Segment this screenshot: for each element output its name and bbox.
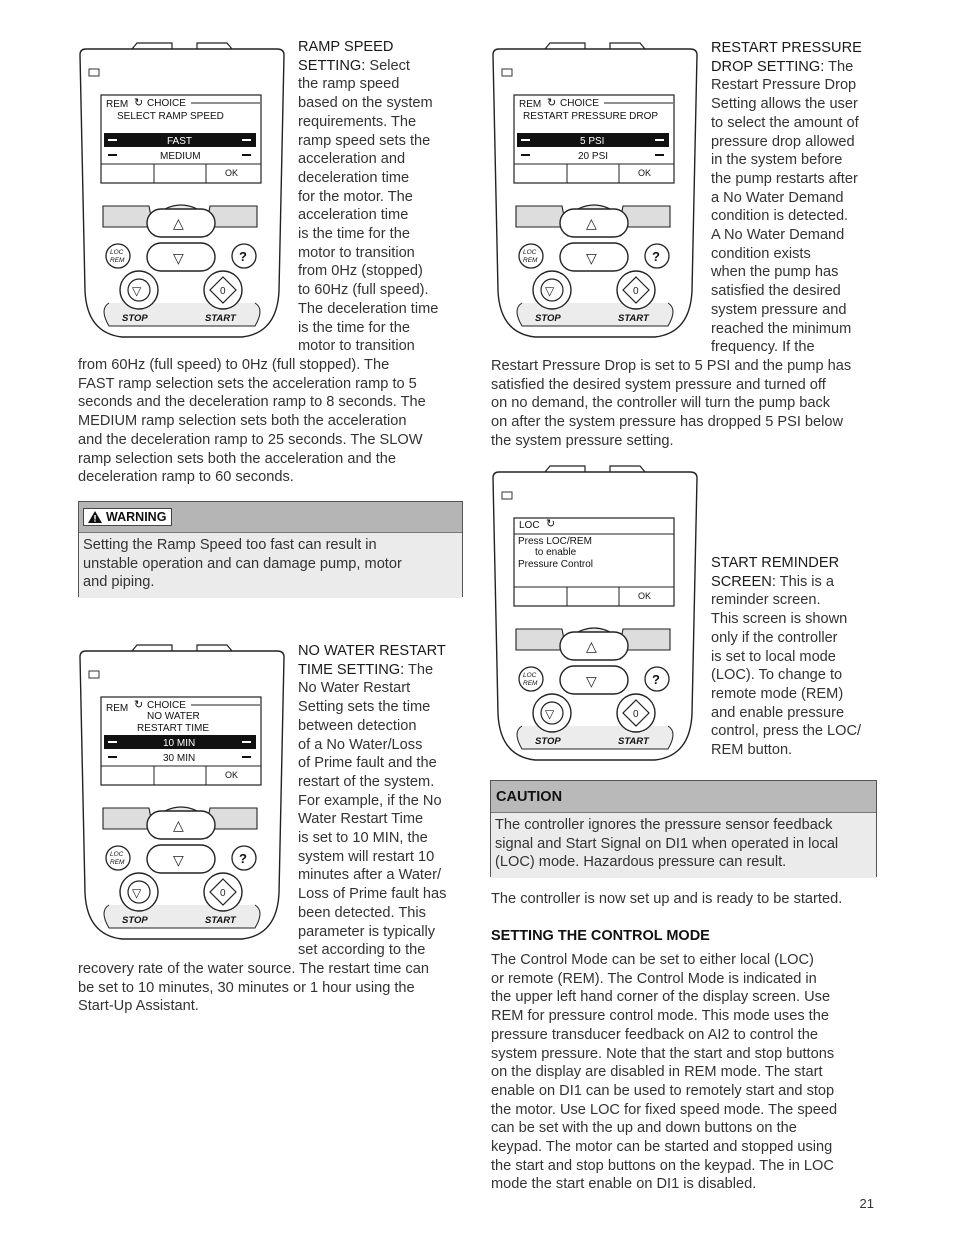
- text-line: requirements. The: [298, 113, 417, 130]
- text-line: of a No Water/Loss: [298, 736, 423, 753]
- up-arrow-icon: △: [586, 215, 597, 231]
- text-line: to 60Hz (full speed).: [298, 282, 429, 299]
- option-other: 20 PSI: [578, 151, 609, 162]
- text-line: (LOC) mode. Hazardous pressure can result.: [495, 854, 787, 871]
- refresh-icon: ↻: [546, 518, 556, 530]
- loc-rem-button[interactable]: [519, 244, 543, 268]
- text-line: from 0Hz (stopped): [298, 263, 423, 280]
- text-line: system pressure. Note that the start and stop buttons: [491, 1045, 835, 1062]
- text-line: the ramp speed: [298, 76, 400, 93]
- warning-box: [78, 501, 463, 597]
- text-line: This screen is shown: [711, 611, 848, 628]
- nowater-heading-1: NO WATER RESTART: [298, 643, 446, 659]
- ramp-speed-narrow-text: [298, 38, 468, 356]
- text-line: No Water Restart: [298, 680, 411, 697]
- screen-mode: REM: [519, 99, 542, 110]
- loc-label: LOC: [523, 249, 537, 256]
- text-line: reached the minimum: [711, 320, 852, 337]
- loc-rem-button[interactable]: [519, 667, 543, 691]
- caution-box: [490, 780, 877, 877]
- down-arrow-icon: ▽: [586, 673, 597, 689]
- text-line: Setting allows the user: [711, 96, 858, 113]
- text-line: ramp speed sets the: [298, 132, 431, 149]
- caution-text: [491, 813, 876, 878]
- text-line: a No Water Demand: [711, 189, 844, 206]
- screen-mode: LOC: [519, 520, 540, 531]
- ramp-heading-2: SETTING:: [298, 57, 366, 74]
- text-line: REM button.: [711, 742, 793, 759]
- restart-narrow-text: [711, 39, 887, 357]
- start-icon: 0: [220, 286, 226, 297]
- text-line: motor to transition: [298, 338, 415, 355]
- text-line: reminder screen.: [711, 592, 821, 609]
- text-line: only if the controller: [711, 629, 838, 646]
- text-line: mode the start enable on DI1 is disabled.: [491, 1176, 757, 1193]
- reminder-heading-2: SCREEN:: [711, 573, 776, 590]
- text-line: Restart Pressure Drop: [711, 77, 857, 94]
- text-line: the system pressure setting.: [491, 432, 674, 449]
- text-line: the motor. Use LOC for fixed speed mode. The speed: [491, 1101, 838, 1118]
- rem-label: REM: [110, 257, 125, 264]
- control-mode-text: [491, 951, 891, 1194]
- text-line: or remote (REM). The Control Mode is indicated in: [491, 970, 817, 987]
- text-line: satisfied the desired system pressure and turned off: [491, 376, 826, 393]
- text-line: condition is detected.: [711, 208, 849, 225]
- refresh-icon: ↻: [134, 97, 144, 109]
- text-line: acceleration time: [298, 207, 409, 224]
- start-label: START: [205, 915, 236, 926]
- text-line: is the time for the: [298, 319, 410, 336]
- warning-text: [79, 533, 462, 598]
- text-line: keypad. The motor can be started and stopped using: [491, 1139, 833, 1156]
- screen-title: RESTART PRESSURE DROP: [523, 111, 659, 122]
- reminder-text: [711, 554, 887, 760]
- keypad-no-water: [77, 643, 287, 943]
- screen-title-1: NO WATER: [147, 711, 200, 722]
- rem-label: REM: [523, 680, 538, 687]
- refresh-icon: ↻: [134, 699, 144, 711]
- start-label: START: [618, 313, 649, 324]
- text-line: Water Restart Time: [298, 811, 424, 828]
- ramp-heading-1: RAMP SPEED: [298, 39, 394, 55]
- text-line: motor to transition: [298, 244, 415, 261]
- text-line: enable on DI1 can be used to remotely start and stop: [491, 1082, 835, 1099]
- nowater-heading-tail: The: [408, 661, 434, 678]
- text-line: system pressure and: [711, 301, 847, 318]
- option-selected: 5 PSI: [580, 136, 605, 147]
- text-line: FAST ramp selection sets the acceleration ramp to 5: [78, 375, 417, 392]
- option-selected: 10 MIN: [163, 738, 196, 749]
- text-line: REM for pressure control mode. This mode uses the: [491, 1008, 829, 1025]
- restart-heading-1: RESTART PRESSURE: [711, 40, 862, 56]
- text-line: in the system before: [711, 152, 843, 169]
- restart-heading-tail: The: [828, 58, 854, 75]
- down-arrow-icon: ▽: [173, 852, 184, 868]
- stop-label: STOP: [122, 313, 148, 324]
- stop-icon: ▽: [132, 886, 142, 900]
- text-line: is set to local mode: [711, 648, 836, 665]
- screen-title-2: RESTART TIME: [137, 723, 210, 734]
- text-line: MEDIUM ramp selection sets both the acceleration: [78, 413, 407, 430]
- text-line: and piping.: [83, 574, 155, 591]
- option-other: MEDIUM: [160, 151, 201, 162]
- text-line: seconds and the deceleration ramp to 8 seconds. The: [78, 394, 426, 411]
- text-line: is the time for the: [298, 226, 410, 243]
- text-line: based on the system: [298, 95, 433, 112]
- start-label: START: [618, 736, 649, 747]
- text-line: ramp selection sets both the acceleration and the: [78, 450, 397, 467]
- down-arrow-icon: ▽: [586, 250, 597, 266]
- start-label: START: [205, 313, 236, 324]
- rem-label: REM: [110, 859, 125, 866]
- text-line: set according to the: [298, 942, 426, 959]
- text-line: of Prime fault and the: [298, 755, 437, 772]
- text-line: satisfied the desired: [711, 283, 841, 300]
- text-line: For example, if the No: [298, 792, 442, 809]
- text-line: Setting sets the time: [298, 699, 431, 716]
- text-line: parameter is typically: [298, 923, 436, 940]
- screen-choice: CHOICE: [560, 98, 599, 109]
- question-icon: ?: [652, 249, 660, 264]
- text-line: on the display are disabled in REM mode. The start: [491, 1064, 823, 1081]
- text-line: pressure drop allowed: [711, 133, 855, 150]
- restart-wide-text: [491, 357, 891, 451]
- stop-label: STOP: [535, 313, 561, 324]
- up-arrow-icon: △: [173, 817, 184, 833]
- text-line: Start-Up Assistant.: [78, 998, 199, 1015]
- text-line: acceleration and: [298, 151, 406, 168]
- no-water-wide-text: [78, 960, 468, 1016]
- text-line: on after the system pressure has dropped 5 PSI below: [491, 414, 844, 431]
- text-line: can be set with the up and down buttons on the: [491, 1120, 797, 1137]
- loc-label: LOC: [110, 249, 124, 256]
- text-line: (LOC). To change to: [711, 667, 843, 684]
- keypad-start-reminder: [490, 464, 700, 764]
- screen-line-2: to enable: [535, 547, 577, 558]
- text-line: signal and Start Signal on DI1 when operated in local: [495, 835, 839, 852]
- stop-label: STOP: [535, 736, 561, 747]
- ready-line: The controller is now set up and is ready to be started.: [491, 891, 843, 907]
- stop-icon: ▽: [545, 284, 555, 298]
- text-line: unstable operation and can damage pump, motor: [83, 555, 402, 572]
- up-arrow-icon: △: [173, 215, 184, 231]
- screen-mode: REM: [106, 99, 129, 110]
- ok-label: OK: [638, 591, 652, 601]
- text-line: be set to 10 minutes, 30 minutes or 1 hour using the: [78, 979, 415, 996]
- loc-label: LOC: [110, 851, 124, 858]
- loc-rem-button[interactable]: [106, 846, 130, 870]
- loc-rem-button[interactable]: [106, 244, 130, 268]
- restart-heading-2: DROP SETTING:: [711, 58, 825, 75]
- text-line: when the pump has: [711, 264, 839, 281]
- text-line: Loss of Prime fault has: [298, 886, 447, 903]
- text-line: The deceleration time: [298, 300, 439, 317]
- text-line: Restart Pressure Drop is set to 5 PSI and the pump has: [491, 358, 852, 374]
- screen-choice: CHOICE: [147, 98, 186, 109]
- option-other: 30 MIN: [163, 753, 196, 764]
- no-water-narrow-text: [298, 642, 468, 960]
- rem-label: REM: [523, 257, 538, 264]
- text-line: The Control Mode can be set to either local (LOC): [491, 952, 814, 968]
- stop-icon: ▽: [132, 284, 142, 298]
- text-line: the start and stop buttons on the keypad. The in LOC: [491, 1157, 834, 1174]
- down-arrow-icon: ▽: [173, 250, 184, 266]
- text-line: system will restart 10: [298, 848, 435, 865]
- stop-label: STOP: [122, 915, 148, 926]
- reminder-heading-tail: This is a: [779, 573, 835, 590]
- page-number: 21: [859, 1196, 874, 1211]
- text-line: is set to 10 MIN, the: [298, 830, 428, 847]
- text-line: on no demand, the controller will turn the pump back: [491, 395, 831, 412]
- screen-line-3: Pressure Control: [518, 559, 594, 570]
- text-line: deceleration time: [298, 169, 410, 186]
- stop-icon: ▽: [545, 707, 555, 721]
- text-line: Setting the Ramp Speed too fast can result in: [83, 537, 377, 553]
- text-line: pressure transducer feedback on AI2 to control the: [491, 1026, 818, 1043]
- start-icon: 0: [220, 888, 226, 899]
- question-icon: ?: [652, 672, 660, 687]
- text-line: control, press the LOC/: [711, 723, 862, 740]
- text-line: frequency. If the: [711, 339, 815, 356]
- ramp-speed-wide-text: [78, 356, 468, 487]
- refresh-icon: ↻: [547, 97, 557, 109]
- text-line: to select the amount of: [711, 114, 859, 131]
- option-selected: FAST: [167, 136, 193, 147]
- text-line: condition exists: [711, 245, 811, 262]
- caution-label: CAUTION: [496, 788, 563, 805]
- text-line: from 60Hz (full speed) to 0Hz (full stopped). The: [78, 357, 390, 373]
- text-line: and the deceleration ramp to 25 seconds. The SLOW: [78, 431, 423, 448]
- nowater-heading-2: TIME SETTING:: [298, 661, 405, 678]
- text-line: deceleration ramp to 60 seconds.: [78, 469, 294, 486]
- start-icon: 0: [633, 286, 639, 297]
- screen-line-1: Press LOC/REM: [518, 536, 592, 547]
- ok-label: OK: [638, 168, 652, 178]
- text-line: been detected. This: [298, 904, 426, 921]
- keypad-ramp-speed: [77, 41, 287, 341]
- text-line: recovery rate of the water source. The restart time can: [78, 961, 429, 977]
- text-line: the upper left hand corner of the display screen. Use: [491, 989, 831, 1006]
- loc-label: LOC: [523, 672, 537, 679]
- warning-label: WARNING: [106, 510, 167, 524]
- keypad-restart-pressure: [490, 41, 700, 341]
- text-line: and enable pressure: [711, 704, 845, 721]
- screen-choice: CHOICE: [147, 700, 186, 711]
- text-line: Select: [369, 57, 410, 74]
- text-line: remote mode (REM): [711, 685, 844, 702]
- question-icon: ?: [239, 249, 247, 264]
- ok-label: OK: [225, 770, 239, 780]
- text-line: The controller ignores the pressure sensor feedback: [495, 817, 833, 833]
- screen-title: SELECT RAMP SPEED: [117, 111, 224, 122]
- question-icon: ?: [239, 851, 247, 866]
- text-line: between detection: [298, 717, 417, 734]
- text-line: restart of the system.: [298, 773, 435, 790]
- control-mode-title: SETTING THE CONTROL MODE: [491, 928, 710, 944]
- up-arrow-icon: △: [586, 638, 597, 654]
- warning-icon: [88, 511, 102, 523]
- start-icon: 0: [633, 709, 639, 720]
- text-line: minutes after a Water/: [298, 867, 442, 884]
- ok-label: OK: [225, 168, 239, 178]
- text-line: the pump restarts after: [711, 170, 858, 187]
- reminder-heading-1: START REMINDER: [711, 555, 840, 571]
- warning-tag: [83, 508, 172, 526]
- screen-mode: REM: [106, 703, 129, 714]
- text-line: for the motor. The: [298, 188, 413, 205]
- text-line: A No Water Demand: [711, 227, 845, 244]
